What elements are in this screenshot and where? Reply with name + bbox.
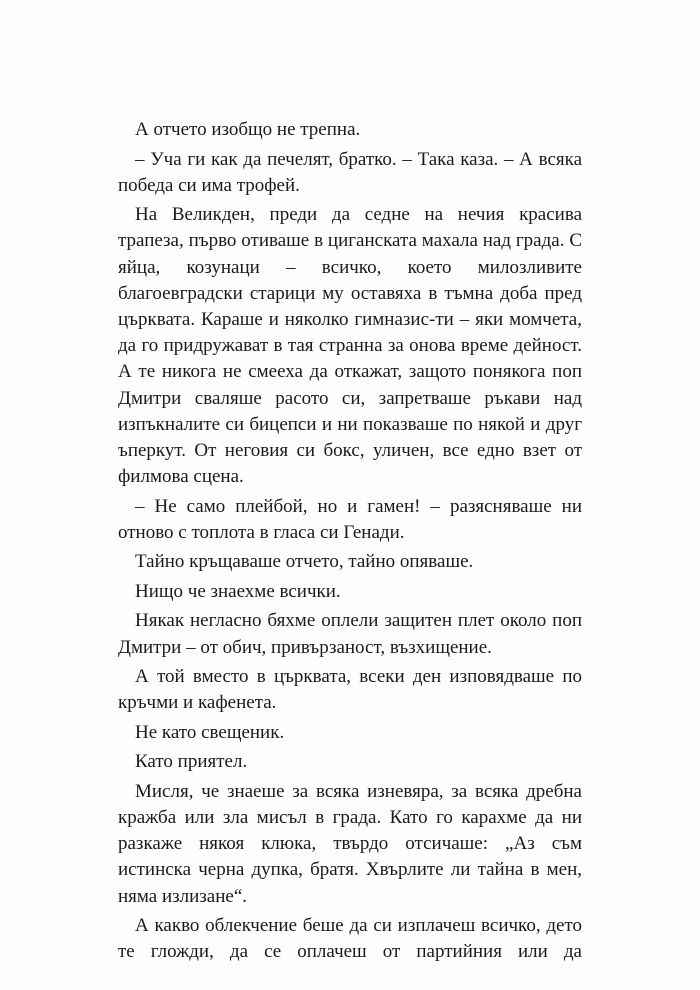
paragraph: А какво облекчение беше да си изплачеш всичко, дето те гложди, да се оплачеш от партийния или да xyxy=(118,915,582,963)
paragraph: Мисля, че знаеше за всяка изневяра, за всяка дребна кражба или зла мисъл в града. Като го карахме да ни разкаже някоя клюка, твърдо отсичаше: „Аз съм истинска черна дупка, братя. Хвърлите ли тайна в мен, няма излизане“. xyxy=(118,780,582,907)
paragraph: – Уча ги как да печелят, братко. – Така каза. – А всяка победа си има трофей. xyxy=(118,148,582,196)
paragraph: Някак негласно бяхме оплели защитен плет около поп Дмитри – от обич, привързаност, възхищение. xyxy=(118,610,582,658)
body-text xyxy=(118,117,582,969)
paragraph: А той вместо в църквата, всеки ден изповядваше по кръчми и кафенета. xyxy=(118,666,582,714)
paragraph: Нищо че знаехме всички. xyxy=(135,580,341,602)
paragraph: – Не само плейбой, но и гамен! – разясняваше ни отново с топлота в гласа си Генади. xyxy=(118,495,582,543)
paragraph: Тайно кръщаваше отчето, тайно опяваше. xyxy=(135,551,474,573)
paragraph: На Великден, преди да седне на нечия красива трапеза, първо отиваше в циганската махала над града. С яйца, козунаци – всичко, което милозливите благоевградски старици му оставяха в тъмна доба пред църквата. Караше и няколко гимназис-ти – яки момчета, да го придружават в тая странна за онова време дейност. А те никога не смееха да откажат, защото понякога поп Дмитри сваляше расото си, запретваше ръкави над изпъкналите си бицепси и ни показваше по някой и друг ъперкут. От неговия си бокс, уличен, все едно взет от филмова сцена. xyxy=(118,204,582,488)
paragraph: А отчето изобщо не трепна. xyxy=(135,119,361,140)
paragraph: Като приятел. xyxy=(135,751,248,773)
paragraph: Не като свещеник. xyxy=(135,721,285,743)
